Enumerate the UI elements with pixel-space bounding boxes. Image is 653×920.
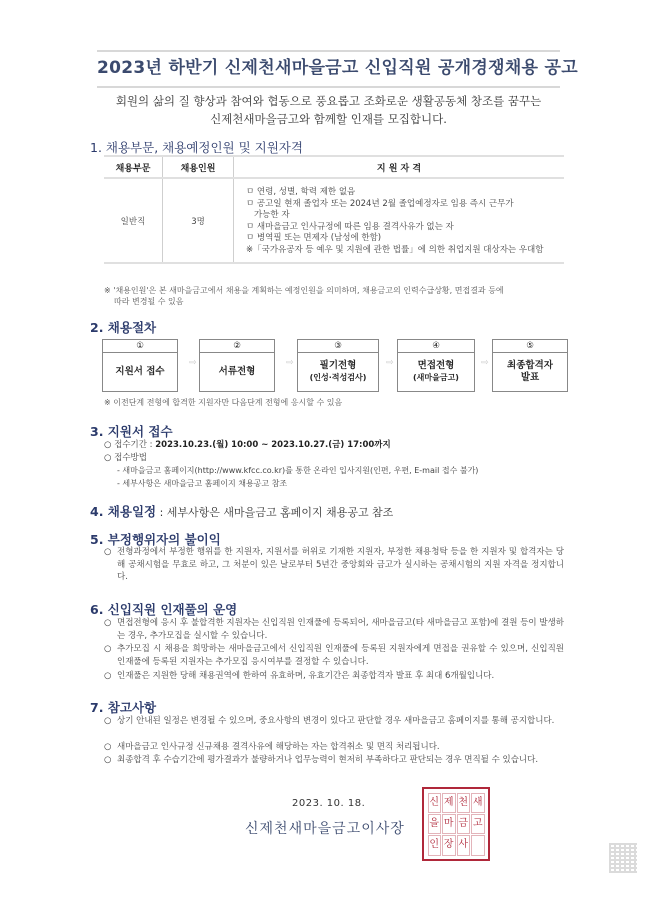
section-7-heading: 7. 참고사항 — [90, 700, 157, 715]
qualification-item: 가능한 자 — [254, 210, 290, 220]
intro-text — [97, 92, 560, 128]
section-1-heading: 1. 채용부문, 채용예정인원 및 지원자격 — [90, 140, 303, 155]
circle-bullet-icon: ○ — [104, 547, 112, 557]
circle-bullet-icon: ○ — [104, 742, 112, 752]
step-4-interview — [397, 339, 475, 392]
section-4-text: : 세부사항은 새마을금고 홈페이지 채용공고 참조 — [156, 506, 394, 519]
step-1-application — [102, 339, 178, 392]
seal-char: 인 — [428, 835, 442, 855]
section-5-item-text: 전형과정에서 부정한 행위를 한 지원자, 지원서를 허위로 기재한 지원자, 부정한 채용청탁 등을 한 지원자 및 합격자는 당해 공채시험을 무효로 하고, 그 처분이 있은 날로부터 5년간 중앙회와 금고가 실시하는 공채시험의 지원 자격을 정지합니다. — [117, 547, 564, 582]
section-6-item — [104, 617, 564, 642]
period-label: ○ 접수기간 : — [104, 440, 156, 450]
table-header-row — [104, 156, 564, 178]
arrow-right-icon: ⇨ — [481, 358, 489, 368]
application-method-label: ○ 접수방법 — [104, 453, 147, 463]
intro-line-1: 회원의 삶의 질 향상과 참여와 협동으로 풍요롭고 조화로운 생활공동체 창조를 꿈꾸는 — [115, 94, 542, 108]
step-number: ③ — [298, 340, 378, 353]
section-3-heading: 3. 지원서 접수 — [90, 424, 173, 439]
arrow-right-icon: ⇨ — [189, 358, 197, 368]
arrow-right-icon: ⇨ — [386, 358, 394, 368]
section-5-item — [104, 546, 564, 584]
section-5-heading: 5. 부정행위자의 불이익 — [90, 532, 221, 547]
application-method-item: - 세부사항은 새마을금고 홈페이지 채용공고 참조 — [117, 479, 288, 488]
step-sublabel: 발표 — [520, 372, 540, 383]
application-period — [104, 439, 391, 451]
page-title: 2023년 하반기 신제천새마을금고 신입직원 공개경쟁채용 공고 — [97, 58, 578, 78]
circle-bullet-icon: ○ — [104, 644, 112, 654]
qualification-item: ㅁ 연령, 성별, 학력 제한 없음 — [246, 187, 356, 197]
circle-bullet-icon: ○ — [104, 618, 112, 628]
seal-char: 새 — [471, 793, 485, 813]
seal-char: 을 — [428, 814, 442, 834]
circle-bullet-icon: ○ — [104, 716, 112, 726]
cell-qualifications — [234, 178, 565, 263]
seal-char: 고 — [471, 814, 485, 834]
section-7-item-text: 최종합격 후 수습기간에 평가결과가 불량하거나 업무능력이 현저히 부족하다고 판단되는 경우 면직될 수 있습니다. — [117, 755, 539, 765]
seal-char: 신 — [428, 793, 442, 813]
process-steps — [102, 339, 568, 391]
section-4 — [90, 502, 393, 520]
qualification-item: ㅁ 병역필 또는 면제자 (남성에 한함) — [246, 233, 382, 243]
header-division: 채용부문 — [104, 156, 163, 178]
section-7-item-text: 상기 안내된 일정은 변경될 수 있으며, 중요사항의 변경이 있다고 판단할 경우 새마을금고 홈페이지를 통해 공지합니다. — [117, 716, 555, 726]
section-6-heading: 6. 신입직원 인재풀의 운영 — [90, 602, 238, 617]
seal-char: 사 — [457, 835, 471, 855]
step-3-written-test — [297, 339, 379, 392]
seal-char: 장 — [442, 835, 456, 855]
step-label: 면접전형 — [417, 360, 455, 371]
official-seal-icon — [422, 787, 490, 861]
seal-char: 마 — [442, 814, 456, 834]
table-row — [104, 178, 564, 263]
step-number: ④ — [398, 340, 474, 353]
step-sublabel: (새마을금고) — [413, 373, 459, 382]
seal-char — [471, 835, 485, 855]
step-label: 필기전형 — [319, 360, 357, 371]
seal-char: 천 — [457, 793, 471, 813]
signatory: 신제천새마을금고이사장 — [245, 821, 405, 837]
header-count: 채용인원 — [163, 156, 234, 178]
section-6-item-text: 인재풀은 지원한 당해 채용권역에 한하여 유효하며, 유효기간은 최종합격자 발표 후 최대 6개월입니다. — [117, 671, 495, 681]
section-7-item-text: 새마을금고 인사규정 신규채용 결격사유에 해당하는 자는 합격취소 및 면직 처리됩니다. — [117, 742, 440, 752]
period-value: 2023.10.23.(월) 10:00 ~ 2023.10.27.(금) 17:00까지 — [155, 440, 391, 450]
section-6-item-text: 추가모집 시 채용을 희망하는 새마을금고에서 신입직원 인재풀에 등록된 지원자에게 면접을 권유할 수 있으며, 신입직원 인재풀에 등록된 지원자는 추가모집 응시여부를 결정할 수 있습니다. — [117, 644, 564, 667]
header-qualifications: 지 원 자 격 — [234, 156, 565, 178]
circle-bullet-icon: ○ — [104, 671, 112, 681]
section-2-heading: 2. 채용절차 — [90, 320, 157, 335]
section-7-item — [104, 715, 564, 728]
step-number: ② — [200, 340, 274, 353]
seal-char: 제 — [442, 793, 456, 813]
note-line-2: 따라 변경될 수 있음 — [114, 297, 184, 306]
cell-division: 일반직 — [104, 178, 163, 263]
qualification-item: ㅁ 공고일 현재 졸업자 또는 2024년 2월 졸업예정자로 임용 즉시 근무가 — [246, 198, 514, 209]
section-1-note — [104, 285, 564, 307]
qualification-item: ※「국가유공자 등 예우 및 지원에 관한 법률」에 의한 취업지원 대상자는 우대함 — [246, 244, 544, 255]
arrow-right-icon: ⇨ — [286, 358, 294, 368]
section-4-heading: 4. 채용일정 — [90, 504, 157, 519]
section-7-item — [104, 754, 564, 767]
section-6-item — [104, 670, 564, 683]
section-6-item — [104, 643, 564, 668]
section-2-note: ※ 이전단계 전형에 합격한 지원자만 다음단계 전형에 응시할 수 있음 — [104, 398, 343, 407]
issue-date: 2023. 10. 18. — [292, 798, 366, 809]
step-sublabel: (인성·적성검사) — [309, 373, 367, 382]
step-2-document-screening — [199, 339, 275, 392]
step-label: 최종합격자 — [507, 360, 553, 371]
qr-code-icon — [609, 843, 637, 873]
step-number: ① — [103, 340, 177, 353]
step-label: 지원서 접수 — [115, 366, 165, 377]
cell-count: 3명 — [163, 178, 234, 263]
step-label: 서류전형 — [218, 366, 256, 377]
intro-line-2: 신제천새마을금고와 함께할 인재를 모집합니다. — [210, 112, 447, 126]
seal-char: 금 — [457, 814, 471, 834]
qualification-item: ㅁ 새마을금고 인사규정에 따른 임용 결격사유가 없는 자 — [246, 221, 454, 232]
step-number: ⑤ — [493, 340, 567, 353]
application-method-item: - 새마을금고 홈페이지(http://www.kfcc.co.kr)를 통한 온라인 입사지원(인편, 우편, E-mail 접수 불가) — [117, 466, 479, 475]
requirements-table — [104, 155, 564, 264]
section-7-item — [104, 741, 564, 754]
title-banner — [97, 50, 578, 88]
section-6-item-text: 면접전형에 응시 후 불합격한 지원자는 신입직원 인재풀에 등록되어, 새마을금고(타 새마을금고 포함)에 결원 등이 발생하는 경우, 추가모집을 실시할 수 있습니다. — [117, 618, 564, 641]
note-line-1: ※ '채용인원'은 본 새마을금고에서 채용을 계획하는 예정인원을 의미하며, 채용금고의 인력수급상황, 면접결과 등에 — [104, 286, 504, 295]
step-5-final-announcement — [492, 339, 568, 392]
circle-bullet-icon: ○ — [104, 755, 112, 765]
